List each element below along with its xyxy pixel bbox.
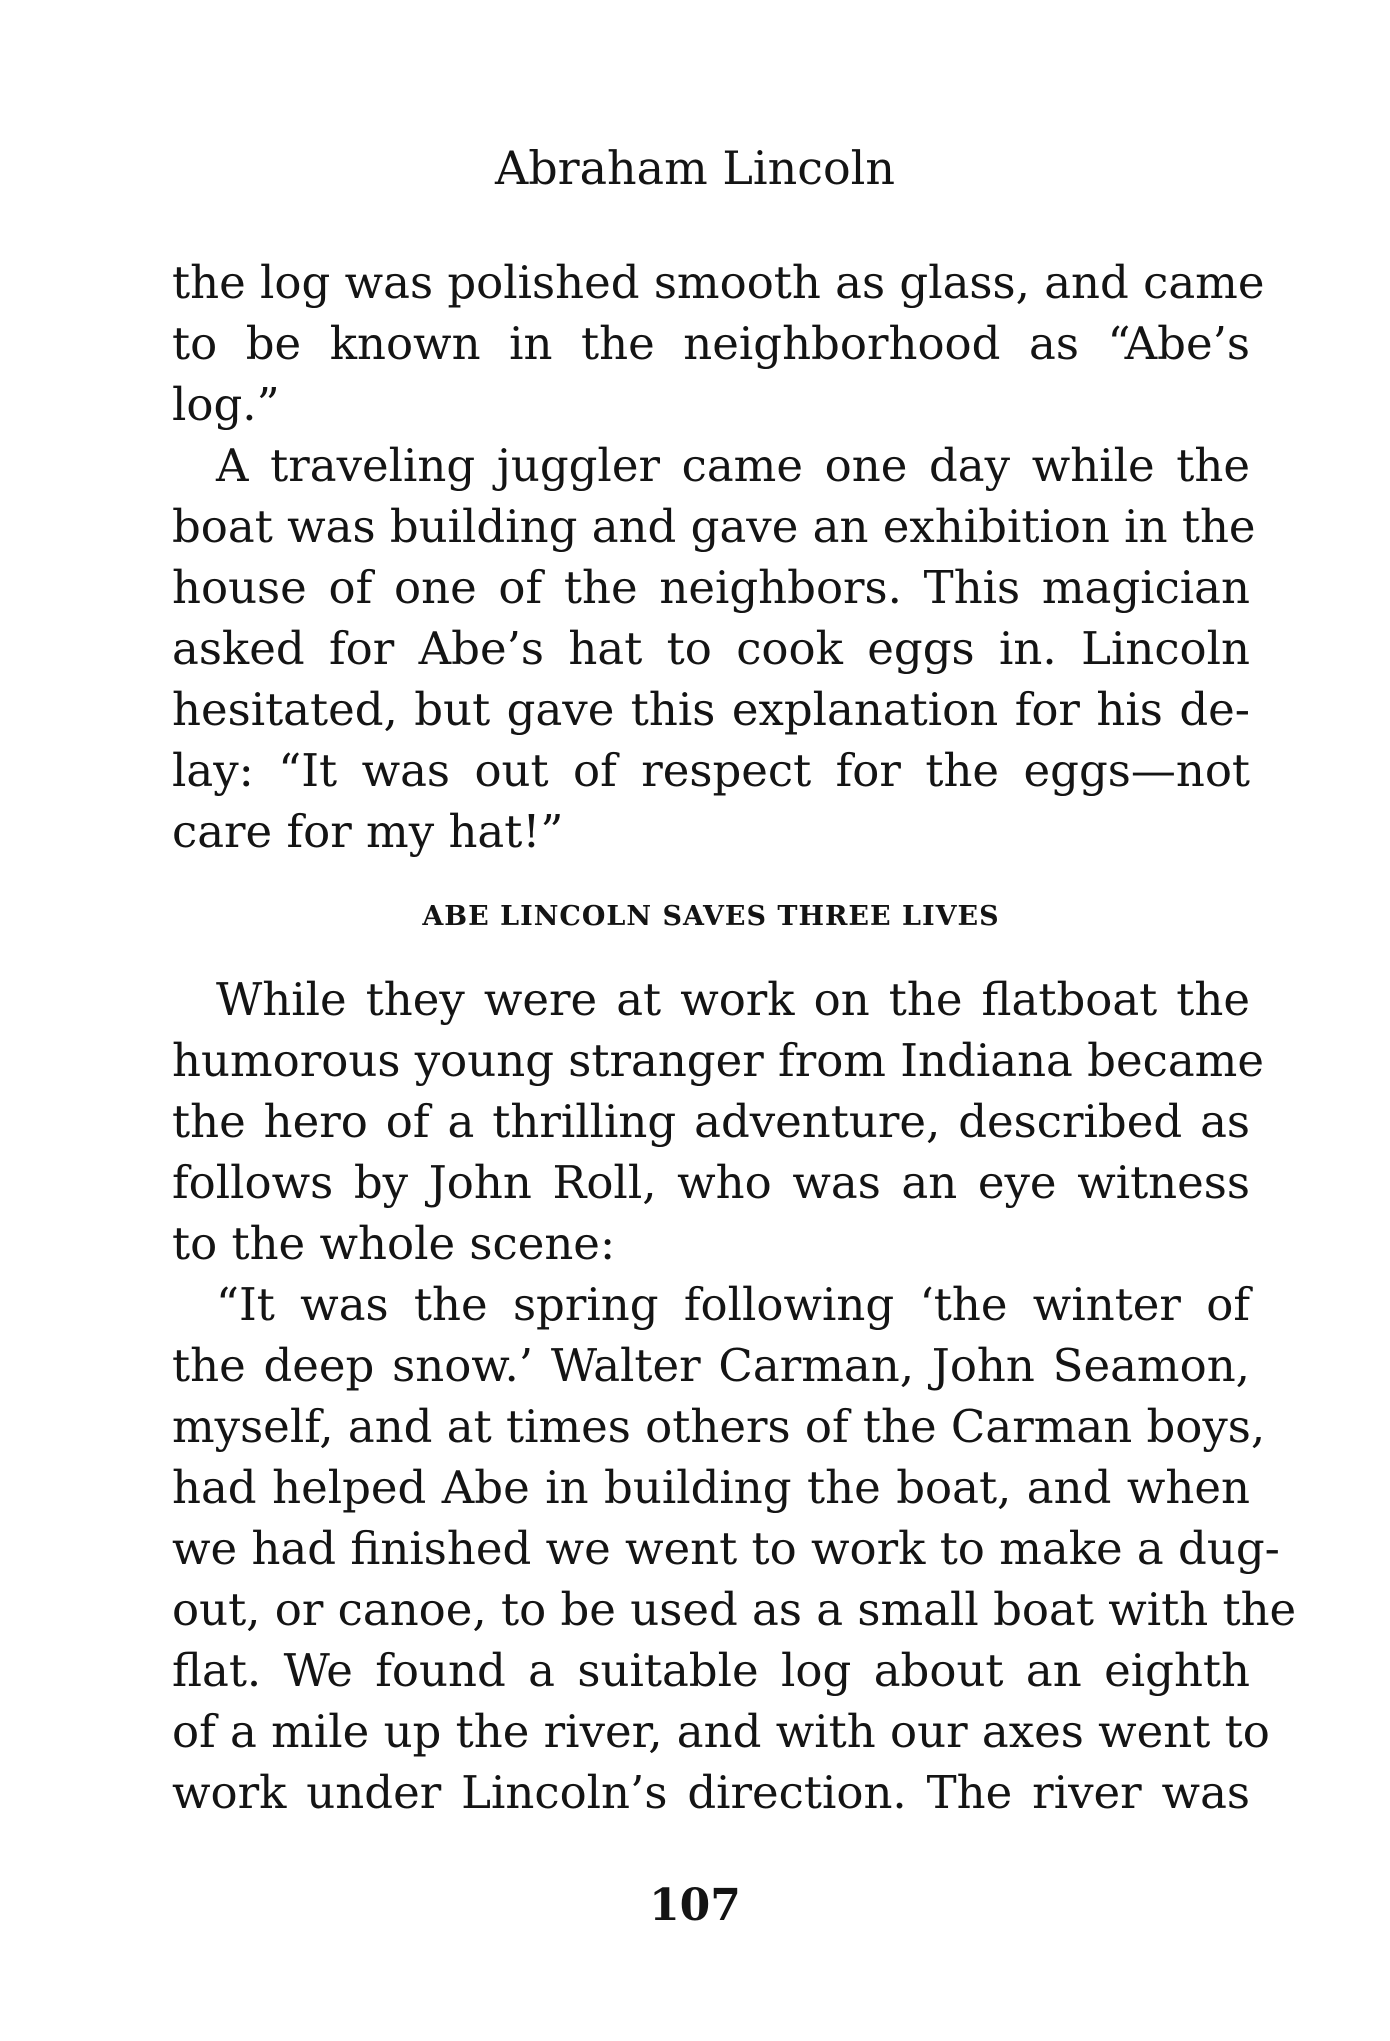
running-head: Abraham Lincoln [494, 141, 896, 195]
text-line: out, or canoe, to be used as a small boat with the [172, 1583, 1297, 1636]
text-line: boat was building and gave an exhibition in the [172, 500, 1256, 553]
text-line: humorous young stranger from Indiana became [172, 1034, 1264, 1087]
paragraph-3 [172, 969, 1264, 1274]
text-line: to the whole scene: [172, 1217, 616, 1270]
page-number: 107 [649, 1880, 741, 1931]
text-line: care for my hat!” [172, 805, 564, 858]
text-line: of a mile up the river, and with our axes went to [172, 1705, 1270, 1758]
paragraph-4 [172, 1274, 1297, 1823]
section-heading: ABE LINCOLN SAVES THREE LIVES [422, 901, 1000, 932]
text-line: lay: “It was out of respect for the eggs—not [172, 744, 1250, 797]
text-line: the log was polished smooth as glass, and came [172, 256, 1265, 309]
text-line: the hero of a thrilling adventure, described as [172, 1095, 1250, 1148]
text-line: we had finished we went to work to make a dug- [172, 1522, 1280, 1575]
text-line: A traveling juggler came one day while the [216, 439, 1250, 492]
text-line: hesitated, but gave this explanation for his de- [172, 683, 1250, 736]
body-text [172, 252, 1297, 1823]
text-line: follows by John Roll, who was an eye witness [172, 1156, 1250, 1209]
text-line: to be known in the neighborhood as “Abe’s [172, 317, 1250, 370]
text-line: flat. We found a suitable log about an eighth [172, 1644, 1250, 1697]
text-line: house of one of the neighbors. This magician [172, 561, 1250, 614]
paragraph-1 [172, 252, 1265, 435]
text-line: log.” [172, 378, 280, 431]
text-line: “It was the spring following ‘the winter of [216, 1278, 1250, 1331]
text-line: myself, and at times others of the Carman boys, [172, 1400, 1266, 1453]
text-line: the deep snow.’ Walter Carman, John Seamon, [172, 1339, 1250, 1392]
text-line: asked for Abe’s hat to cook eggs in. Lincoln [172, 622, 1250, 675]
paragraph-2 [172, 435, 1256, 862]
text-line: had helped Abe in building the boat, and when [172, 1461, 1250, 1514]
text-line: While they were at work on the flatboat the [216, 973, 1250, 1026]
text-line: work under Lincoln’s direction. The river was [172, 1766, 1250, 1819]
